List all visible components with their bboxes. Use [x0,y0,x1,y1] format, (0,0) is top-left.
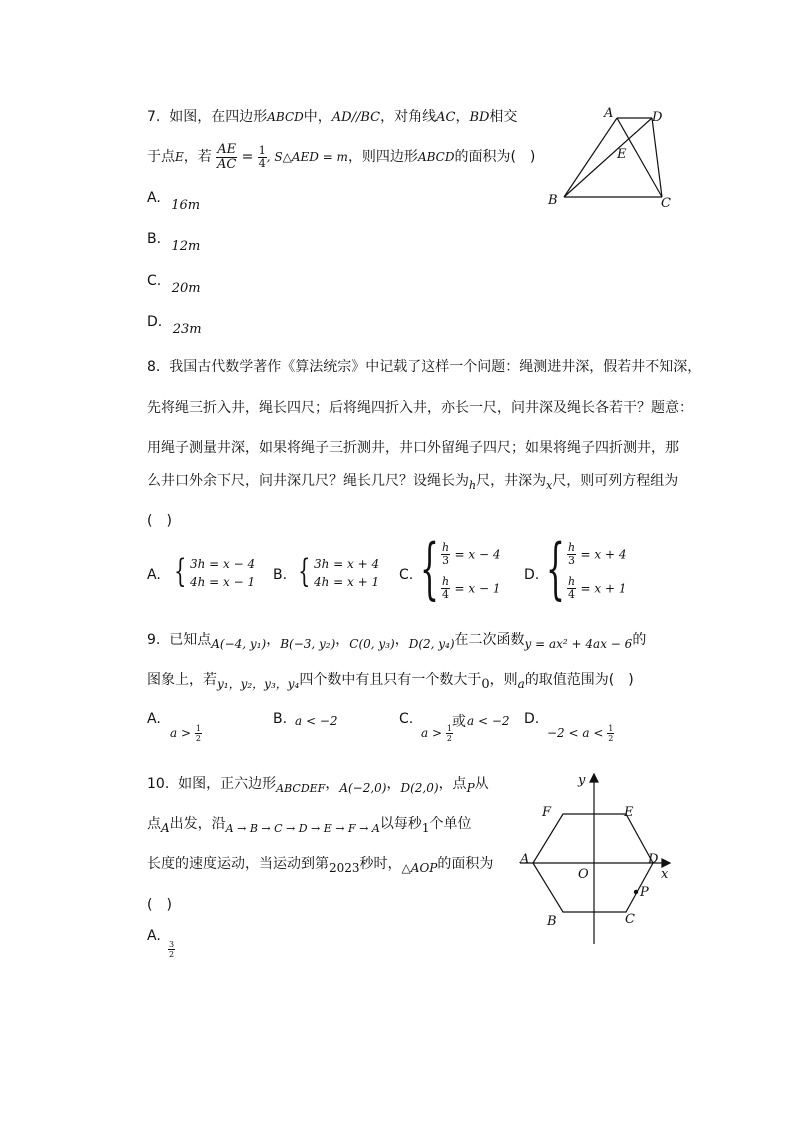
q7-option-b[interactable]: B. 12m [147,231,201,254]
q7-edge-ab [564,118,617,197]
q7-label-c: C [661,196,671,211]
q8-line1: 8. 我国古代数学著作《算法统宗》中记载了这样一个问题：绳测进井深，假若井不知深， [147,359,702,375]
q7-line1: 7. 如图，在四边形ABCD中，AD//BC，对角线AC，BD相交 [147,109,518,125]
q7-diagonal-bd [564,118,652,197]
q10-line4: ( ) [147,897,172,913]
q7-fraction-quarter: $\frac{1}{4}$ [258,143,266,170]
q7-label-e: E [617,147,627,162]
q10-x-axis-arrow [662,859,670,867]
q10-label-x: x [661,867,669,882]
q7-option-a[interactable]: A. 16m [147,190,201,213]
q10-number: 10. [147,776,170,792]
q10-label-y: y [578,773,586,788]
q10-point-p [634,890,638,894]
q10-label-b: B [547,914,557,929]
q7-label-b: B [548,193,558,208]
q10-figure [512,768,682,950]
q8-brace-b: { [298,552,311,590]
q7-option-c[interactable]: C. 20m [147,273,201,296]
q7-fraction-ae-ac: $\frac{AE}{AC}$ [216,141,237,172]
q8-brace-d: { [546,530,565,607]
q9-number: 9. [147,632,161,648]
q8-line3: 用绳子测量井深，如果将绳子三折测井，井口外留绳子四尺；如果将绳子四折测井，那 [147,440,679,456]
q8-line4: 么井口外余下尺，问井深几尺？绳长几尺？设绳长为$_h$尺，井深为$_x$尺，则可列方程组为 [147,473,679,492]
q10-line1: 10. 如图，正六边形$_{ABCDEF}$，A(−2,0)，D(2,0)，点P从 [147,776,489,795]
q10-label-f: F [542,805,552,820]
q7-label-a: A [604,106,614,121]
q10-line2: 点A出发，沿$_{A \to B \to C \to D \to E \to F \to A}$以每秒1个单位 [147,816,472,835]
q7-label-d: D [652,110,663,125]
q10-label-p: P [640,885,649,900]
q10-y-axis-arrow [590,774,598,782]
q10-label-e: E [624,805,634,820]
q8-number: 8. [147,359,161,375]
q7-figure [540,100,680,212]
q8-brace-a: { [174,552,187,590]
q10-label-d: D [648,852,659,867]
q9-line1: 9. 已知点A(−4, y₁)，B(−3, y₂)，C(0, y₃)，D(2, y₄)在二次函数y = ax² + 4ax − 6的 [147,632,647,651]
q10-label-o: O [578,867,589,882]
q9-line2: 图象上，若y₁，y₂，y₃，y₄四个数中有且只有一个数大于0，则a的取值范围为( ) [147,672,634,692]
q7-number: 7. [147,109,161,125]
q8-brace-c: { [420,530,439,607]
q7-edge-dc [652,118,662,197]
q7-option-d[interactable]: D. 23m [147,314,202,337]
q8-line5: ( ) [147,513,172,529]
q7-line2: 于点E，若 $\frac{AE}{AC}$ = $\frac{1}{4}$ , S△AED = m，则四边形ABCD的面积为( ) [147,141,536,172]
q10-line3: 长度的速度运动，当运动到第2023秒时，△AOP的面积为 [147,856,494,875]
q8-line2: 先将绳三折入井，绳长四尺；后将绳四折入井，亦长一尺，问井深及绳长各若干？题意： [147,400,693,416]
q10-label-a: A [520,852,530,867]
q10-label-c: C [625,912,635,927]
